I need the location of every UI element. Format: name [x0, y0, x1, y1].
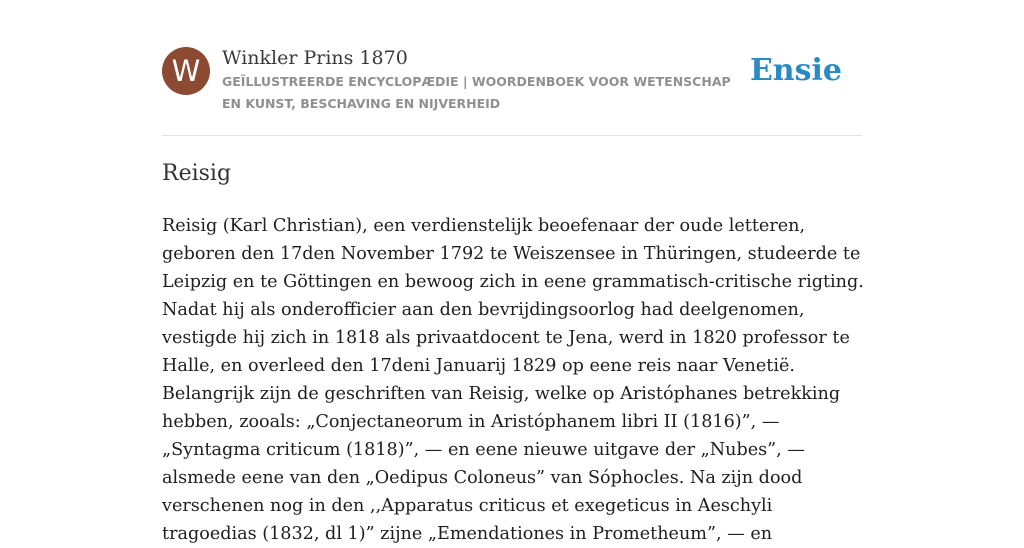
header-divider — [162, 135, 862, 136]
source-subtitle: GEÏLLUSTREERDE ENCYCLOPÆDIE | WOORDENBOEK VOOR WETENSCHAP EN KUNST, BESCHAVING EN NIJVERHEID — [222, 74, 731, 111]
entry-title: Reisig — [162, 161, 232, 186]
source-avatar[interactable]: W — [162, 47, 210, 95]
source-info — [222, 46, 752, 115]
ensie-logo-link[interactable]: Ensie — [749, 53, 842, 88]
entry-body-text: Reisig (Karl Christian), een verdienstelijk beoefenaar der oude letteren, geboren den 17den November 1792 te Weiszensee in Thüringen, studeerde te Leipzig en te Göttingen en bewoog zich in eene grammatisch-critische rigting. Nadat hij als onderofficier aan den bevrijdingsoorlog had deelgenomen, vestigde hij zich in 1818 als privaatdocent te Jena, werd in 1820 professor te Halle, en overleed den 17deni Januarij 1829 op eene reis naar Venetië. Belangrijk zijn de geschriften van Reisig, welke op Aristóphanes betrekking hebben, zooals: „Conjectaneorum in Aristóphanem libri II (1816)”, — „Syntagma criticum (1818)”, — en eene nieuwe uitgave der „Nubes”, — alsmede eene van den „Oedipus Coloneus” van Sóphocles. Na zijn dood verschenen nog in den ,,Apparatus criticus et exegeticus in Aeschyli tragoedias (1832, dl 1)” zijne „Emendationes in Prometheum”, — en — [162, 216, 864, 544]
source-title-link[interactable]: Winkler Prins 1870 — [222, 47, 408, 69]
entry-header — [162, 46, 862, 136]
